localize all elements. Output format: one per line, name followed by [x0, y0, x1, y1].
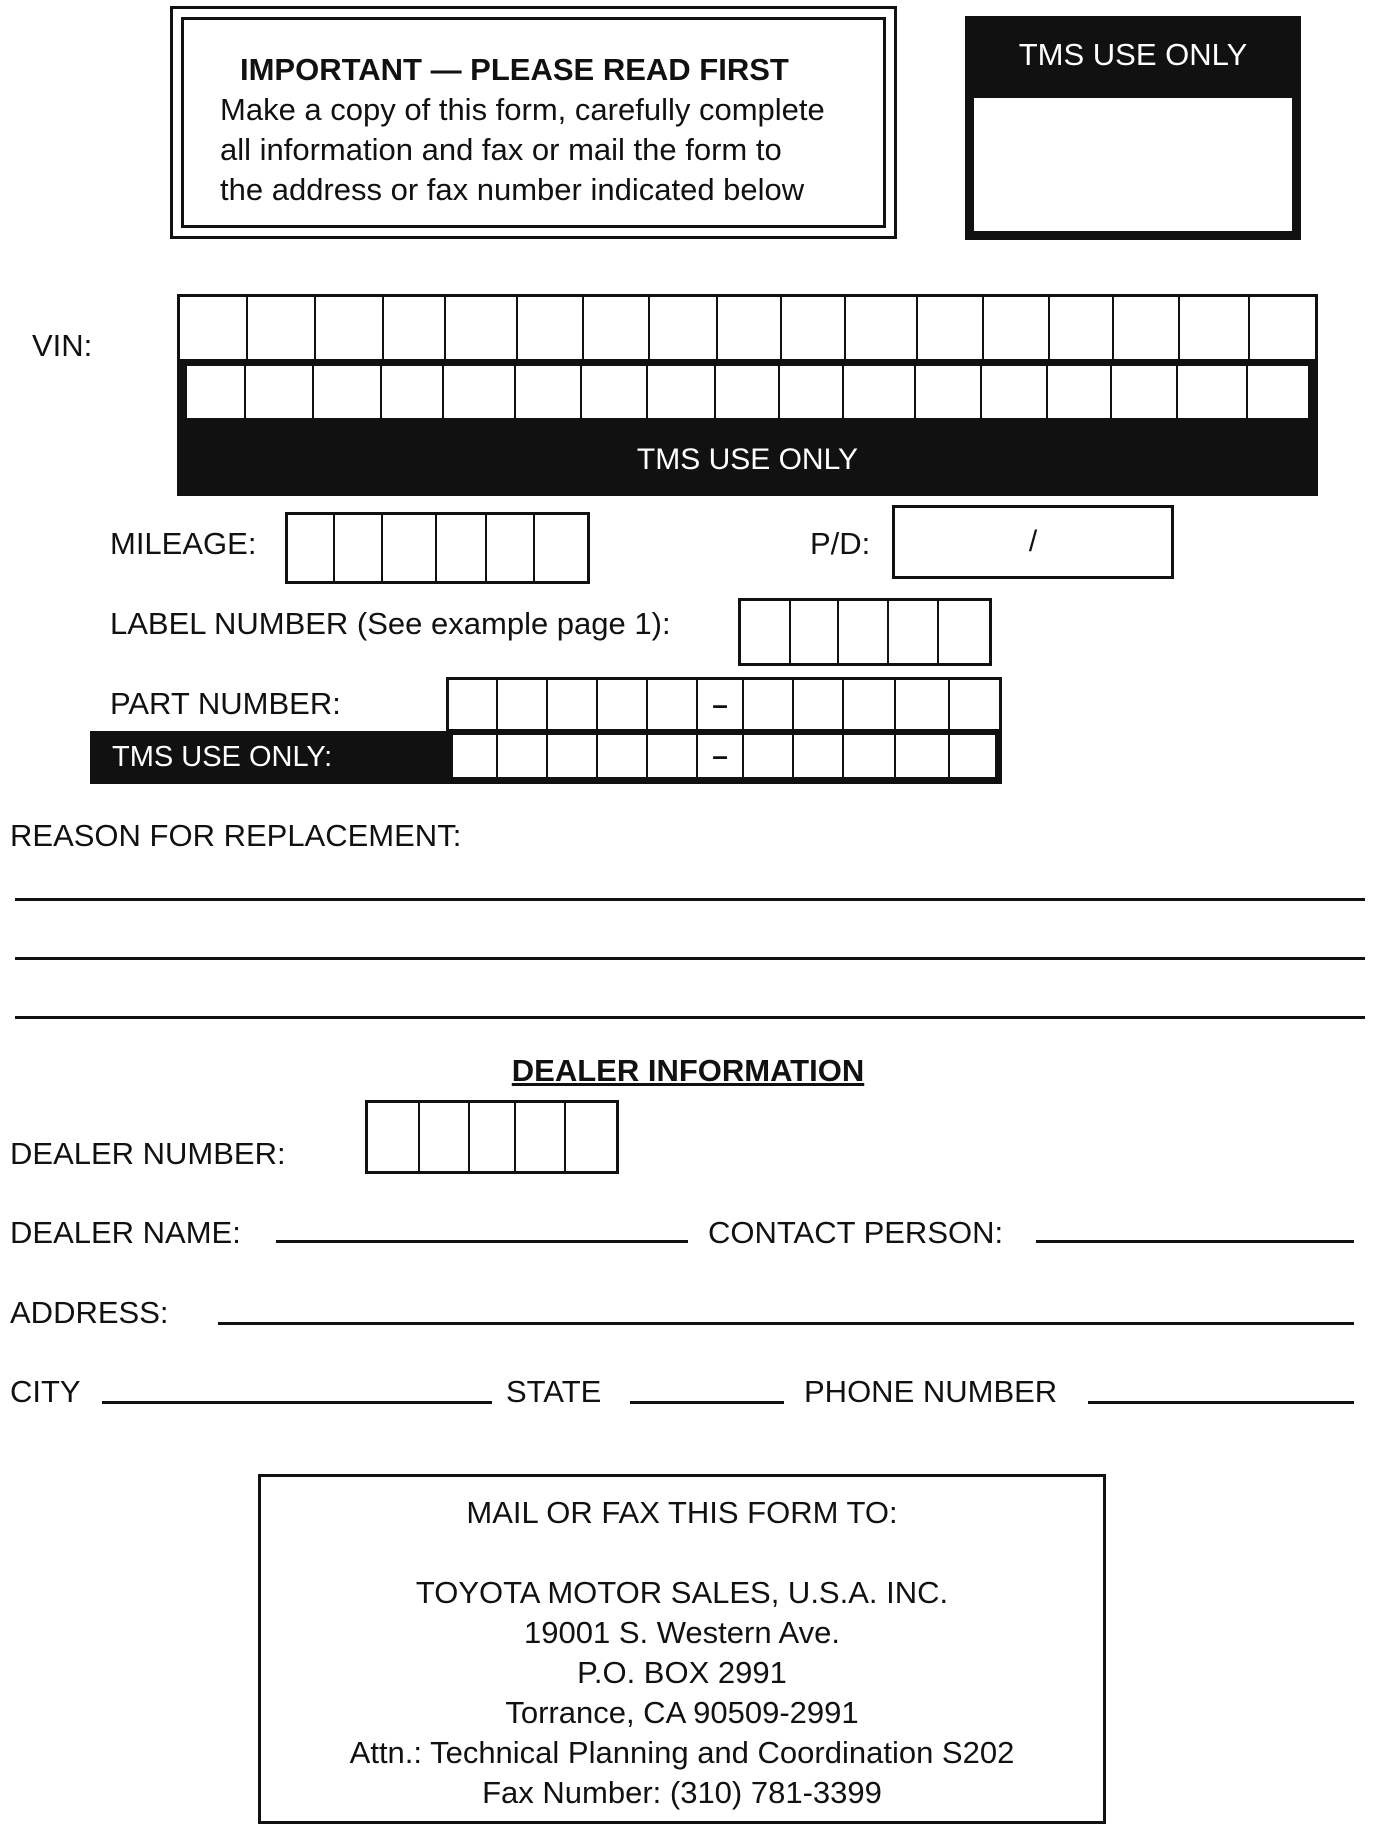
dealer-name-label: DEALER NAME: [10, 1215, 241, 1250]
vin-tms-grid [187, 366, 1308, 418]
vin-field-frame [177, 294, 1318, 496]
important-notice-box [170, 6, 897, 239]
vin-tms-cell [246, 366, 314, 418]
important-title: IMPORTANT — PLEASE READ FIRST [240, 52, 789, 87]
label-number-cell[interactable] [791, 601, 839, 663]
tms-use-only-box [965, 16, 1301, 240]
mileage-cell[interactable] [335, 515, 383, 581]
mileage-input-grid[interactable] [285, 512, 590, 584]
part-tms-cell [896, 735, 950, 777]
vin-input-grid[interactable] [180, 297, 1315, 359]
part-number-cell[interactable] [648, 680, 698, 729]
contact-person-field[interactable] [1036, 1240, 1354, 1243]
city-label: CITY [10, 1374, 81, 1409]
vin-tms-cell [648, 366, 716, 418]
part-number-cell[interactable] [794, 680, 844, 729]
part-tms-cell [453, 735, 498, 777]
reason-label: REASON FOR REPLACEMENT: [10, 818, 462, 853]
label-number-cell[interactable] [839, 601, 889, 663]
vin-tms-cell [582, 366, 648, 418]
vin-cell[interactable] [316, 297, 384, 359]
vin-cell[interactable] [248, 297, 316, 359]
dealer-number-label: DEALER NUMBER: [10, 1136, 286, 1171]
part-number-frame [446, 677, 1002, 784]
label-number-cell[interactable] [939, 601, 989, 663]
reason-line-2[interactable] [15, 957, 1365, 960]
reason-line-1[interactable] [15, 898, 1365, 901]
vin-tms-cell [382, 366, 444, 418]
part-tms-dash: – [698, 735, 744, 777]
dealer-number-cell[interactable] [470, 1103, 516, 1171]
vin-cell[interactable] [584, 297, 650, 359]
pd-label: P/D: [810, 526, 871, 561]
dealer-number-cell[interactable] [516, 1103, 566, 1171]
label-number-input-grid[interactable] [738, 598, 992, 666]
vin-tms-cell [1248, 366, 1308, 418]
part-tms-use-only-label: TMS USE ONLY: [90, 731, 450, 784]
part-number-input-grid[interactable] [449, 680, 999, 729]
tms-use-only-field [974, 98, 1292, 231]
phone-number-field[interactable] [1088, 1401, 1354, 1404]
vin-cell[interactable] [1050, 297, 1114, 359]
mileage-cell[interactable] [487, 515, 535, 581]
part-number-label: PART NUMBER: [110, 686, 341, 721]
vin-tms-cell [516, 366, 582, 418]
vin-tms-cell [187, 366, 246, 418]
vin-cell[interactable] [1250, 297, 1315, 359]
mileage-cell[interactable] [288, 515, 335, 581]
vin-tms-cell [1178, 366, 1248, 418]
part-tms-cell [844, 735, 896, 777]
vin-tms-cell [982, 366, 1048, 418]
address-field[interactable] [218, 1322, 1354, 1325]
state-field[interactable] [630, 1401, 784, 1404]
part-number-cell[interactable] [744, 680, 794, 729]
mail-fax-address-box [258, 1474, 1106, 1824]
mileage-cell[interactable] [535, 515, 587, 581]
phone-number-label: PHONE NUMBER [804, 1374, 1058, 1409]
vin-tms-use-only-label: TMS USE ONLY [636, 443, 859, 476]
state-label: STATE [506, 1374, 602, 1409]
part-tms-cell [744, 735, 794, 777]
part-number-cell[interactable] [896, 680, 950, 729]
vin-tms-cell [716, 366, 780, 418]
pd-separator: / [1028, 525, 1038, 558]
vin-cell[interactable] [180, 297, 248, 359]
vin-tms-cell [1112, 366, 1178, 418]
vin-tms-cell [780, 366, 844, 418]
label-number-cell[interactable] [741, 601, 791, 663]
vin-cell[interactable] [984, 297, 1050, 359]
vin-cell[interactable] [384, 297, 446, 359]
po-box: P.O. BOX 2991 [577, 1655, 787, 1690]
vin-cell[interactable] [650, 297, 718, 359]
part-tms-cell [598, 735, 648, 777]
vin-cell[interactable] [1180, 297, 1250, 359]
part-number-cell[interactable] [548, 680, 598, 729]
dealer-number-cell[interactable] [368, 1103, 420, 1171]
vin-cell[interactable] [782, 297, 846, 359]
part-number-cell[interactable] [598, 680, 648, 729]
mileage-label: MILEAGE: [110, 526, 257, 561]
dealer-info-heading: DEALER INFORMATION [511, 1053, 865, 1088]
part-number-tms-grid [453, 735, 995, 777]
vin-label: VIN: [32, 328, 93, 363]
mileage-cell[interactable] [383, 515, 437, 581]
city-state-zip: Torrance, CA 90509-2991 [505, 1695, 859, 1730]
vin-tms-cell [314, 366, 382, 418]
tms-use-only-label: TMS USE ONLY [1018, 37, 1248, 72]
vin-tms-cell [916, 366, 982, 418]
attention-line: Attn.: Technical Planning and Coordination S202 [349, 1735, 1015, 1770]
label-number-label: LABEL NUMBER (See example page 1): [110, 606, 671, 641]
fax-number: Fax Number: (310) 781-3399 [482, 1775, 882, 1810]
vin-cell[interactable] [918, 297, 984, 359]
part-tms-cell [648, 735, 698, 777]
vin-tms-cell [1048, 366, 1112, 418]
dealer-number-cell[interactable] [420, 1103, 470, 1171]
contact-person-label: CONTACT PERSON: [708, 1215, 1004, 1250]
mileage-cell[interactable] [437, 515, 487, 581]
address-label: ADDRESS: [10, 1295, 169, 1330]
important-line-2: all information and fax or mail the form to [220, 132, 782, 167]
part-number-dash: – [698, 680, 744, 729]
vin-cell[interactable] [518, 297, 584, 359]
label-number-cell[interactable] [889, 601, 939, 663]
vin-cell[interactable] [846, 297, 918, 359]
part-number-cell[interactable] [844, 680, 896, 729]
city-field[interactable] [102, 1401, 492, 1404]
part-tms-cell [794, 735, 844, 777]
dealer-number-cell[interactable] [566, 1103, 616, 1171]
street-address: 19001 S. Western Ave. [524, 1615, 840, 1650]
vin-tms-cell [444, 366, 516, 418]
reason-line-3[interactable] [15, 1016, 1365, 1019]
pd-input[interactable] [892, 505, 1174, 579]
vin-cell[interactable] [446, 297, 518, 359]
vin-cell[interactable] [718, 297, 782, 359]
dealer-name-field[interactable] [276, 1240, 688, 1243]
vin-tms-cell [844, 366, 916, 418]
mail-fax-heading: MAIL OR FAX THIS FORM TO: [466, 1495, 898, 1530]
vin-cell[interactable] [1114, 297, 1180, 359]
company-name: TOYOTA MOTOR SALES, U.S.A. INC. [415, 1575, 949, 1610]
part-tms-cell [548, 735, 598, 777]
important-line-3: the address or fax number indicated below [220, 172, 805, 207]
part-tms-cell [950, 735, 995, 777]
part-number-cell[interactable] [950, 680, 999, 729]
part-number-cell[interactable] [449, 680, 498, 729]
part-number-cell[interactable] [498, 680, 548, 729]
dealer-number-input-grid[interactable] [365, 1100, 619, 1174]
part-tms-cell [498, 735, 548, 777]
important-line-1: Make a copy of this form, carefully complete [220, 92, 825, 127]
